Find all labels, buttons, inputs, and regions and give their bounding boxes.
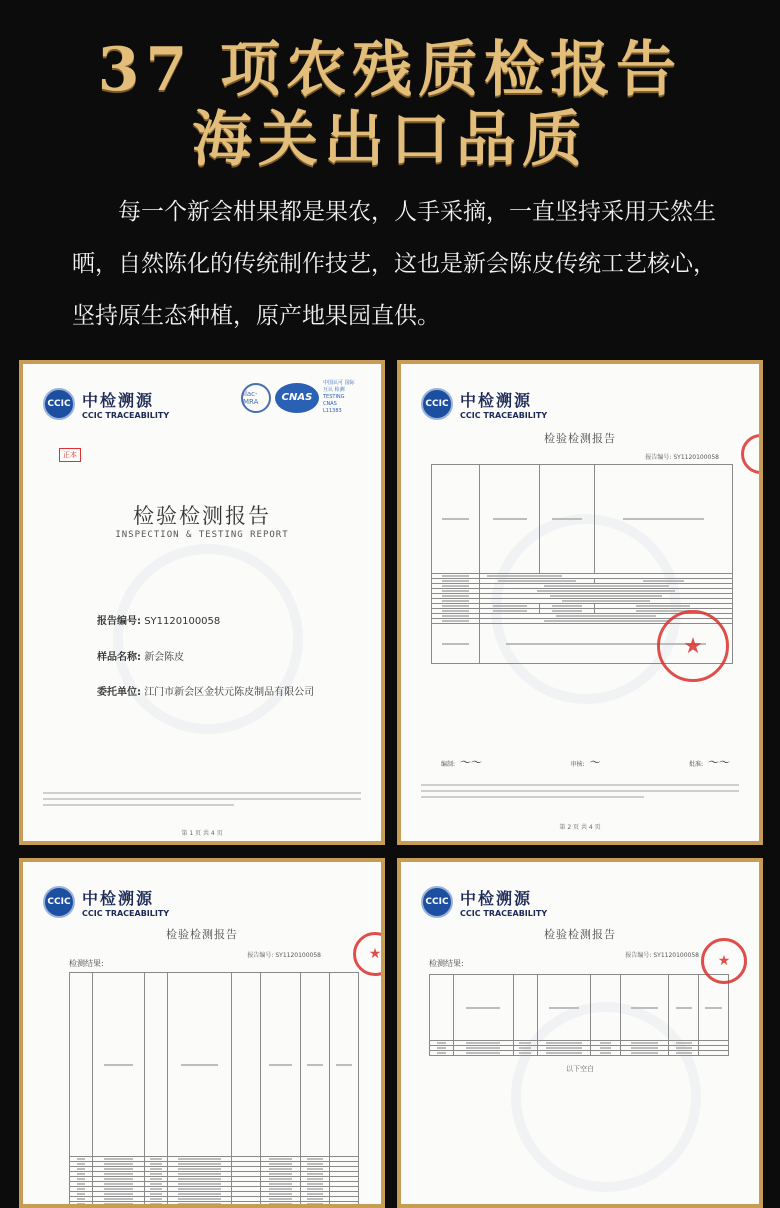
results-label: 检测结果: [429,959,464,968]
logo-en: CCIC TRACEABILITY [82,909,170,918]
watermark-circle [113,544,303,734]
cnas-icon: CNAS [275,383,319,413]
ccic-logo [421,886,547,918]
sig-label-compiled: 编制: [441,761,456,768]
report-no-label: 报告编号: [97,616,141,627]
results-table [69,972,359,1208]
signature-3: ～～ [707,756,729,769]
report-no: 报告编号: SY1120100058 [645,454,719,461]
client-field [97,686,317,700]
ccic-logo-icon: CCIC [421,388,453,420]
logo-cn: 中检溯源 [82,889,155,908]
doc-title: 检验检测报告 [544,432,616,445]
report-results-page-1[interactable] [19,858,385,1208]
report-cover-page[interactable] [19,360,385,845]
accreditation-badges [241,380,357,415]
logo-en: CCIC TRACEABILITY [82,411,170,420]
report-results-page-2[interactable] [397,858,763,1208]
logo-cn: 中检溯源 [460,391,533,410]
signature-1: ～～ [459,756,482,769]
signatures [441,754,729,770]
headline-line-1: 37 项农残质检报告 [97,35,683,105]
ccic-logo-icon: CCIC [421,886,453,918]
ccic-logo [421,388,547,420]
intro-paragraph: 每一个新会柑果都是果农，人手采摘，一直坚持采用天然生晒，自然陈化的传统制作技艺，这也是新会陈皮传统工艺核心，坚持原生态种植，原产地果园直供。 [72,199,716,329]
logo-en: CCIC TRACEABILITY [460,411,548,420]
end-of-results: 以下空白 [566,1065,594,1073]
results-table [429,974,729,1056]
client-label: 委托单位: [97,687,141,698]
report-no-value: SY1120100058 [144,616,221,627]
sample-value: 新会陈皮 [144,652,185,663]
results-label: 检测结果: [69,959,104,968]
logo-cn: 中检溯源 [82,391,155,410]
logo-en: CCIC TRACEABILITY [460,909,548,918]
cover-subtitle: INSPECTION & TESTING REPORT [115,530,289,540]
original-stamp: 正本 [59,448,81,462]
ccic-logo-icon: CCIC [43,886,75,918]
ccic-logo [43,388,169,420]
doc-title: 检验检测报告 [544,928,616,941]
cover-footnotes [43,792,361,810]
sig-label-approved: 批准: [688,761,703,768]
page-number: 第 2 页 共 4 页 [559,824,601,831]
headline-line-2: 海关出口品质 [192,105,588,175]
report-info-page[interactable] [397,360,763,845]
sample-field [97,648,184,663]
sample-label: 样品名称: [97,652,141,663]
info-footnotes [421,784,739,802]
logo-cn: 中检溯源 [460,889,533,908]
client-value: 江门市新会区金状元陈皮制品有限公司 [144,687,315,698]
sig-label-reviewed: 审核: [570,761,585,768]
official-seal-icon: ★ [657,610,729,682]
edge-seal-icon: ★ [353,932,385,976]
ilac-icon: ilac-MRA [241,383,271,413]
ccic-logo-icon: CCIC [43,388,75,420]
report-no-field [97,612,220,627]
signature-2: ～ [588,756,600,769]
ccic-logo [43,886,169,918]
report-no: 报告编号: SY1120100058 [625,952,699,959]
edge-seal-icon: ★ [701,938,747,984]
doc-title: 检验检测报告 [166,928,238,941]
page-number: 第 1 页 共 4 页 [181,830,223,837]
cover-title: 检验检测报告 [133,504,271,528]
badge-note: 中国认可 国际互认 检测 TESTING CNAS L11383 [323,380,355,414]
report-no: 报告编号: SY1120100058 [247,952,321,959]
